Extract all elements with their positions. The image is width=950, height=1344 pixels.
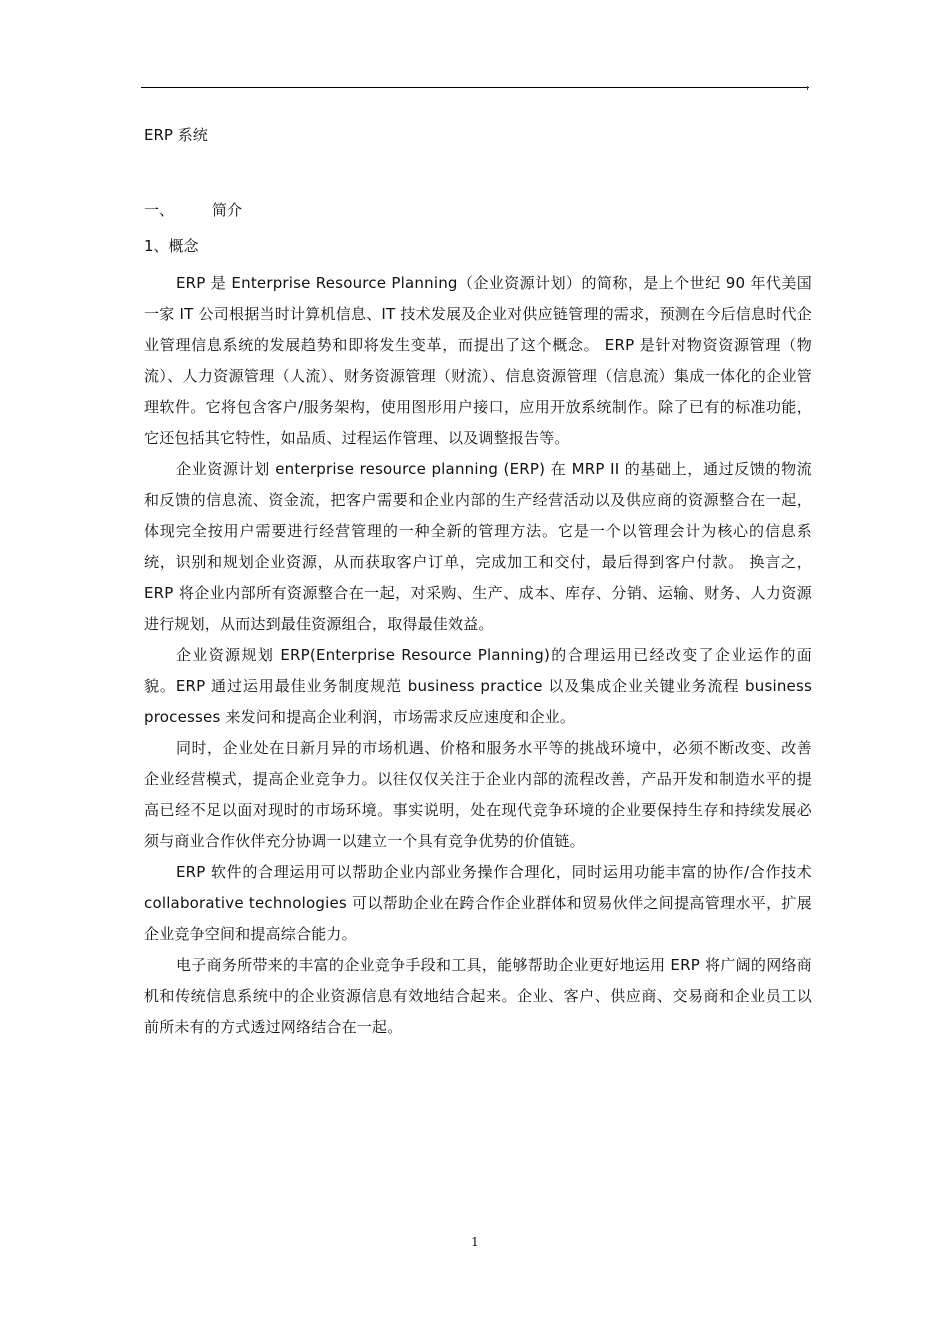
header-rule xyxy=(141,87,809,88)
paragraph-erp-application: 企业资源规划 ERP(Enterprise Resource Planning)的合理运用已经改变了企业运作的面貌。ERP 通过运用最佳业务制度规范 business practice 以及集成企业关键业务流程 business processes 来发问和提高企业利润，市场需求反应速度和企业。 xyxy=(144,646,812,726)
header-rule-end-mark xyxy=(807,86,808,90)
paragraph-market-environment: 同时，企业处在日新月异的市场机遇、价格和服务水平等的挑战环境中，必须不断改变、改善企业经营模式，提高企业竞争力。以往仅仅关注于企业内部的流程改善，产品开发和制造水平的提高已经不足以面对现时的市场环境。事实说明，处在现代竞争环境的企业要保持生存和持续发展必须与商业合作伙伴充分协调一以建立一个具有竞争优势的价值链。 xyxy=(144,739,812,850)
paragraph-erp-definition: ERP 是 Enterprise Resource Planning（企业资源计划）的简称，是上个世纪 90 年代美国一家 IT 公司根据当时计算机信息、IT 技术发展及企业对供应链管理的需求，预测在今后信息时代企业管理信息系统的发展趋势和即将发生变革，而提出了这个概念。 ERP 是针对物资资源管理（物流）、人力资源管理（人流）、财务资源管理（财流）、信息资源管理（信息流）集成一体化的企业管理软件。它将包含客户/服务架构，使用图形用户接口，应用开放系统制作。除了已有的标准功能，它还包括其它特性，如品质、过程运作管理、以及调整报告等。 xyxy=(144,274,812,447)
page-number: 1 xyxy=(471,1235,479,1249)
paragraph-ecommerce: 电子商务所带来的丰富的企业竞争手段和工具，能够帮助企业更好地运用 ERP 将广阔的网络商机和传统信息系统中的企业资源信息有效地结合起来。企业、客户、供应商、交易商和企业员工以前所未有的方式透过网络结合在一起。 xyxy=(144,956,812,1036)
subsection-heading: 1、概念 xyxy=(144,237,199,255)
body-text xyxy=(144,268,812,1043)
paragraph-erp-collaboration: ERP 软件的合理运用可以帮助企业内部业务操作合理化，同时运用功能丰富的协作/合作技术 collaborative technologies 可以帮助企业在跨合作企业群体和贸易伙伴之间提高管理水平，扩展企业竞争空间和提高综合能力。 xyxy=(144,863,812,943)
section-title: 简介 xyxy=(212,201,243,219)
section-heading xyxy=(144,199,242,221)
section-number: 一、 xyxy=(144,201,175,219)
paragraph-erp-planning: 企业资源计划 enterprise resource planning (ERP) 在 MRP II 的基础上，通过反馈的物流和反馈的信息流、资金流，把客户需要和企业内部的生产经营活动以及供应商的资源整合在一起，体现完全按用户需要进行经营管理的一种全新的管理方法。它是一个以管理会计为核心的信息系统，识别和规划企业资源，从而获取客户订单，完成加工和交付，最后得到客户付款。 换言之，ERP 将企业内部所有资源整合在一起，对采购、生产、成本、库存、分销、运输、财务、人力资源进行规划，从而达到最佳资源组合，取得最佳效益。 xyxy=(144,460,812,633)
document-title: ERP 系统 xyxy=(144,126,208,144)
